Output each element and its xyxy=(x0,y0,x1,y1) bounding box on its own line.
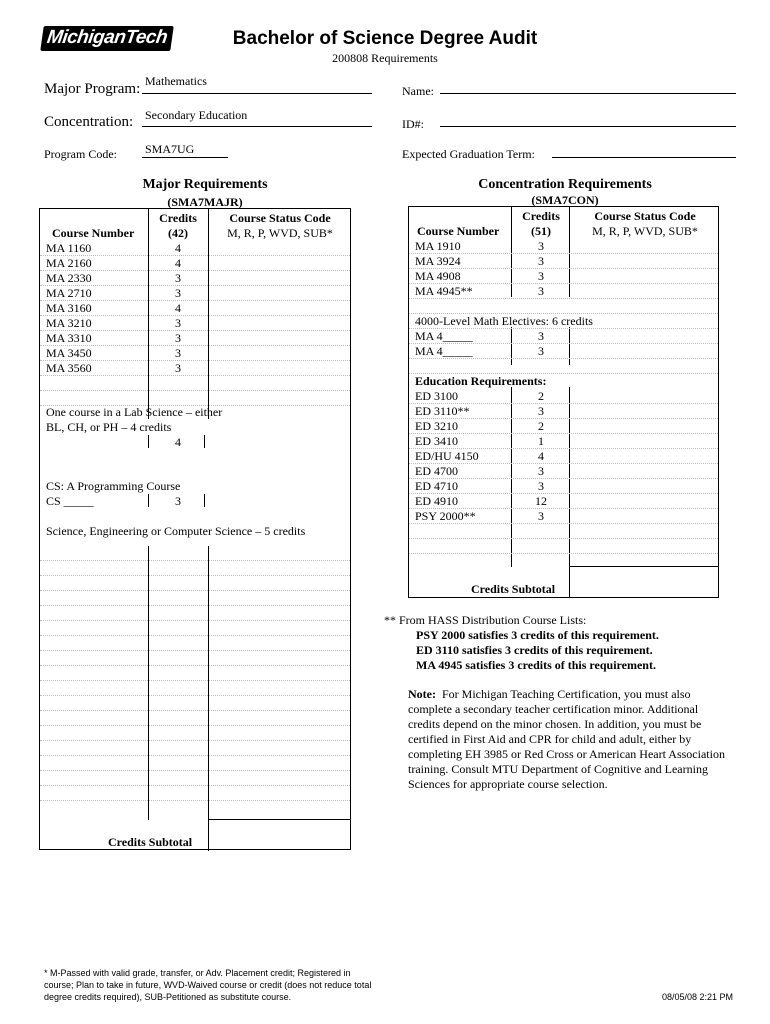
education-heading: Education Requirements: xyxy=(415,374,547,388)
teaching-note xyxy=(408,687,748,792)
major-row-7-course: MA 3450 xyxy=(46,346,92,360)
edu-row-2-credits: 2 xyxy=(538,419,544,433)
note-line-1: For Michigan Teaching Certification, you must also xyxy=(441,687,691,701)
major-row-1-credits: 4 xyxy=(175,256,181,270)
concentration-heading: Concentration Requirements xyxy=(478,177,652,192)
lab-science-line1: One course in a Lab Science – either xyxy=(46,405,223,419)
conc-row-0-course: MA 1910 xyxy=(415,239,461,253)
major-col-divider-1 xyxy=(148,209,149,419)
elective-row-1-credits: 3 xyxy=(538,344,544,358)
major-top-ruling-9 xyxy=(40,390,350,391)
major-row-6-credits: 3 xyxy=(175,331,181,345)
cs-credits: 3 xyxy=(175,494,181,508)
major-row-8-credits: 3 xyxy=(175,361,181,375)
major-row-4-credits: 4 xyxy=(175,301,181,315)
major-row-6-course: MA 3310 xyxy=(46,331,92,345)
edu-row-4-course: ED/HU 4150 xyxy=(415,449,479,463)
conc-row-3-credits: 3 xyxy=(538,284,544,298)
major-code: (SMA7MAJR) xyxy=(167,195,243,209)
conc-subtotal-divider xyxy=(569,566,719,567)
elective-row-1-course: MA 4_____ xyxy=(415,344,473,358)
note-line-6: training. Consult MTU Department of Cognitive and Learning xyxy=(408,762,708,776)
major-col-divider-3 xyxy=(148,546,149,820)
edu-row-8-credits: 3 xyxy=(538,509,544,523)
conc-credits-subtotal: Credits Subtotal xyxy=(471,582,556,596)
concentration-code: (SMA7CON) xyxy=(531,193,599,207)
concentration-line[interactable] xyxy=(142,126,372,127)
edu-row-1-course: ED 3110** xyxy=(415,404,470,418)
edu-row-7-credits: 12 xyxy=(535,494,547,508)
conc-row-2-credits: 3 xyxy=(538,269,544,283)
conc-col-credits: Credits xyxy=(522,209,560,223)
major-row-1-course: MA 2160 xyxy=(46,256,92,270)
legend-line-2: course; Plan to take in future, WVD-Waived course or credit (does not reduce total xyxy=(44,980,372,990)
major-credits-subtotal: Credits Subtotal xyxy=(108,835,193,849)
conc-row-1-credits: 3 xyxy=(538,254,544,268)
note-line-7: Sciences for appropriate course selection. xyxy=(408,777,608,791)
science-engineering-line: Science, Engineering or Computer Science – 5 credits xyxy=(46,524,306,538)
major-cs-tick-1 xyxy=(148,494,149,507)
grad-term-label: Expected Graduation Term: xyxy=(402,147,535,161)
edu-row-4-credits: 4 xyxy=(538,449,544,463)
major-bottom-ruling-6 xyxy=(40,650,350,651)
concentration-label: Concentration: xyxy=(44,114,134,130)
major-bottom-ruling-16 xyxy=(40,800,350,801)
edu-row-3-course: ED 3410 xyxy=(415,434,458,448)
conc-row-1-course: MA 3924 xyxy=(415,254,461,268)
note-line-3: credits depend on the minor chosen. In addition, you must be xyxy=(408,717,702,731)
major-lab-tick-2 xyxy=(204,435,205,448)
major-row-3-course: MA 2710 xyxy=(46,286,92,300)
concentration-value: Secondary Education xyxy=(145,108,248,122)
edu-row-6-credits: 3 xyxy=(538,479,544,493)
id-field[interactable] xyxy=(440,126,736,127)
program-code-label: Program Code: xyxy=(44,147,117,161)
conc-row-3-course: MA 4945** xyxy=(415,284,473,298)
major-heading: Major Requirements xyxy=(142,177,268,192)
conc-col-course: Course Number xyxy=(417,224,500,238)
edu-row-5-course: ED 4700 xyxy=(415,464,458,478)
edu-row-6-course: ED 4710 xyxy=(415,479,458,493)
edu-row-0-course: ED 3100 xyxy=(415,389,458,403)
major-bottom-ruling-4 xyxy=(40,620,350,621)
hass-intro: ** From HASS Distribution Course Lists: xyxy=(384,613,587,627)
major-row-5-credits: 3 xyxy=(175,316,181,330)
major-row-0-course: MA 1160 xyxy=(46,241,92,255)
legend-line-3: degree credits required), SUB-Petitioned as substitute course. xyxy=(44,992,292,1002)
page-title: Bachelor of Science Degree Audit xyxy=(232,28,538,49)
major-bottom-ruling-0 xyxy=(40,560,350,561)
print-timestamp: 08/05/08 2:21 PM xyxy=(662,992,734,1002)
hass-line-2: ED 3110 satisfies 3 credits of this requirement. xyxy=(416,643,653,657)
edu-row-8-course: PSY 2000** xyxy=(415,509,476,523)
major-bottom-ruling-7 xyxy=(40,665,350,666)
major-row-2-credits: 3 xyxy=(175,271,181,285)
math-electives-heading: 4000-Level Math Electives: 6 credits xyxy=(415,314,593,328)
major-row-7-credits: 3 xyxy=(175,346,181,360)
conc-col-status-codes: M, R, P, WVD, SUB* xyxy=(592,224,698,238)
lab-science-credits: 4 xyxy=(175,435,181,449)
major-col-status: Course Status Code xyxy=(229,211,331,225)
hass-line-1: PSY 2000 satisfies 3 credits of this requirement. xyxy=(416,628,659,642)
major-row-8-course: MA 3560 xyxy=(46,361,92,375)
cs-course: CS _____ xyxy=(46,494,94,508)
name-label: Name: xyxy=(402,84,434,98)
conc-col-credits-total: (51) xyxy=(531,224,551,238)
concentration-requirements-table xyxy=(408,206,719,598)
program-code-line[interactable] xyxy=(142,157,228,158)
major-requirements-table xyxy=(39,208,351,850)
michigan-tech-logo: MichiganTech xyxy=(40,26,173,51)
major-cs-tick-2 xyxy=(204,494,205,507)
conc-col-status: Course Status Code xyxy=(594,209,696,223)
major-col-status-codes: M, R, P, WVD, SUB* xyxy=(227,226,333,240)
conc-row-2-course: MA 4908 xyxy=(415,269,461,283)
note-line-4: certified in First Aid and CPR for child and adult, either by xyxy=(408,732,692,746)
major-bottom-ruling-15 xyxy=(40,785,350,786)
elective-row-0-course: MA 4_____ xyxy=(415,329,473,343)
major-row-5-course: MA 3210 xyxy=(46,316,92,330)
name-field[interactable] xyxy=(440,93,736,94)
major-col-divider-4 xyxy=(208,546,209,851)
legend-line-1: * M-Passed with valid grade, transfer, or Adv. Placement credit; Registered in xyxy=(44,968,351,978)
elective-row-0-credits: 3 xyxy=(538,329,544,343)
edu-row-7-course: ED 4910 xyxy=(415,494,458,508)
conc-edu-ruling-9 xyxy=(409,538,718,539)
major-row-2-course: MA 2330 xyxy=(46,271,92,285)
program-code-value: SMA7UG xyxy=(145,142,195,156)
page-subtitle: 200808 Requirements xyxy=(332,51,438,65)
conc-col-divider-4 xyxy=(569,327,570,365)
note-line-5: completing EH 3985 or Red Cross or American Heart Association xyxy=(408,747,725,761)
major-col-divider-2 xyxy=(208,209,209,419)
major-subtotal-divider xyxy=(208,819,351,820)
major-bottom-ruling-8 xyxy=(40,680,350,681)
conc-edu-ruling-10 xyxy=(409,553,718,554)
edu-row-5-credits: 3 xyxy=(538,464,544,478)
conc-col-divider-3 xyxy=(511,327,512,365)
hass-line-3: MA 4945 satisfies 3 credits of this requirement. xyxy=(416,658,656,672)
major-bottom-ruling-13 xyxy=(40,755,350,756)
status-code-legend xyxy=(44,967,371,1003)
major-bottom-ruling-1 xyxy=(40,575,350,576)
edu-row-2-course: ED 3210 xyxy=(415,419,458,433)
lab-science-line2: BL, CH, or PH – 4 credits xyxy=(46,420,172,434)
edu-row-0-credits: 2 xyxy=(538,389,544,403)
grad-term-field[interactable] xyxy=(552,157,736,158)
major-bottom-ruling-9 xyxy=(40,695,350,696)
major-bottom-ruling-10 xyxy=(40,710,350,711)
major-bottom-ruling-14 xyxy=(40,770,350,771)
major-program-value: Mathematics xyxy=(145,74,207,88)
major-row-0-credits: 4 xyxy=(175,241,181,255)
major-lab-tick-1 xyxy=(148,435,149,448)
note-label: Note: xyxy=(408,687,436,701)
major-col-credits: Credits xyxy=(159,211,197,225)
edu-row-1-credits: 3 xyxy=(538,404,544,418)
major-col-credits-total: (42) xyxy=(168,226,188,240)
major-bottom-ruling-2 xyxy=(40,590,350,591)
note-line-2: complete a secondary teacher certification minor. Additional xyxy=(408,702,699,716)
conc-col-divider-5 xyxy=(511,387,512,567)
conc-row-0-credits: 3 xyxy=(538,239,544,253)
major-row-4-course: MA 3160 xyxy=(46,301,92,315)
major-bottom-ruling-5 xyxy=(40,635,350,636)
major-bottom-ruling-11 xyxy=(40,725,350,726)
major-col-course: Course Number xyxy=(52,226,135,240)
major-bottom-ruling-12 xyxy=(40,740,350,741)
edu-row-3-credits: 1 xyxy=(538,434,544,448)
major-program-line[interactable] xyxy=(142,93,372,94)
major-row-3-credits: 3 xyxy=(175,286,181,300)
major-program-label: Major Program: xyxy=(44,81,141,97)
major-bottom-ruling-3 xyxy=(40,605,350,606)
cs-heading: CS: A Programming Course xyxy=(46,479,181,493)
id-label: ID#: xyxy=(402,117,424,131)
